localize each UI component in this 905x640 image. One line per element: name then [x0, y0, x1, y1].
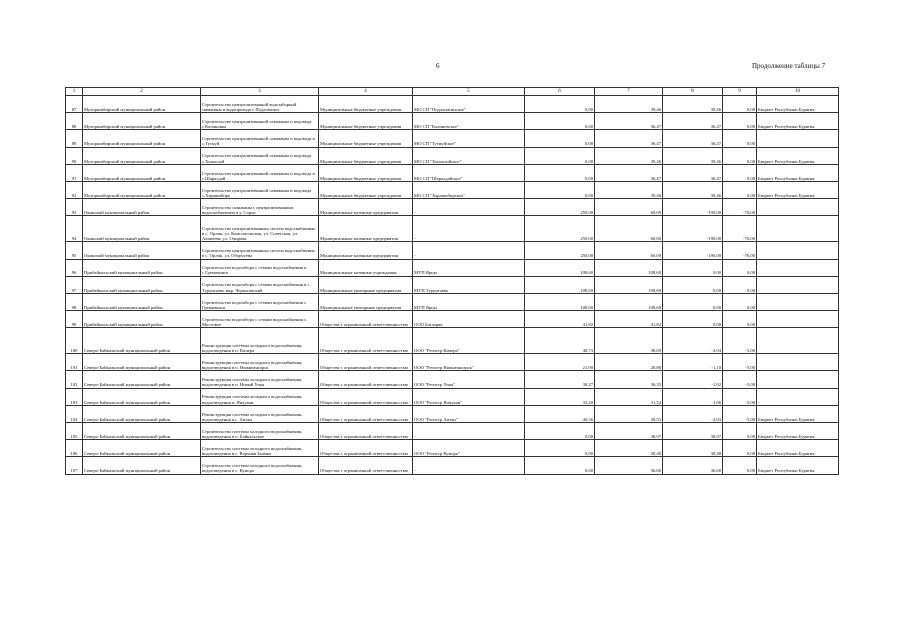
value-cell: 36,47 — [663, 113, 723, 130]
value-cell: 36,47 — [663, 164, 723, 181]
source-cell: Бюджет Республики Бурятия — [757, 457, 839, 474]
value-cell: -2,04 — [663, 328, 723, 354]
value-cell: 39,46 — [595, 181, 663, 198]
object-cell: Реконструкция системы холодного водоснабжения, водоотведения в с. Аитан — [201, 405, 319, 422]
column-header: 10 — [757, 88, 839, 96]
value-cell: 39,46 — [663, 96, 723, 113]
source-cell — [757, 293, 839, 310]
org-type-cell: Общества с ограниченной ответственностью — [319, 423, 413, 440]
object-cell: Строительство централизованной скважины и водовода с.Хонхолой — [201, 147, 319, 164]
column-header: 8 — [663, 88, 723, 96]
row-number: 99 — [66, 311, 83, 328]
district-cell: Северо-Байкальский муниципальный район — [83, 440, 201, 457]
row-number: 107 — [66, 457, 83, 474]
table-row — [66, 457, 839, 474]
value-cell: 20,80 — [595, 354, 663, 371]
source-cell — [757, 199, 839, 216]
value-cell: 60,00 — [595, 199, 663, 216]
page-number: 6 — [436, 62, 440, 70]
operator-cell: - — [413, 242, 525, 259]
column-header: 7 — [595, 88, 663, 96]
value-cell: -1,92 — [663, 371, 723, 388]
table-row — [66, 216, 839, 242]
value-cell: 0,00 — [525, 181, 595, 198]
district-cell: Мухоршибирский муниципальный район — [83, 181, 201, 198]
org-type-cell: Общества с ограниченной ответственностью — [319, 371, 413, 388]
source-cell — [757, 130, 839, 147]
district-cell: Мухоршибирский муниципальный район — [83, 164, 201, 181]
row-number: 98 — [66, 293, 83, 310]
value-cell: 0,00 — [723, 457, 757, 474]
row-number: 97 — [66, 276, 83, 293]
value-cell: 41,82 — [525, 311, 595, 328]
source-cell: Бюджет Республики Бурятия — [757, 113, 839, 130]
object-cell: Реконструкция системы холодного водоснабжения, водоотведения п. Янчукан — [201, 388, 319, 405]
operator-cell: МО СП "Харашибирское" — [413, 181, 525, 198]
table-row — [66, 293, 839, 310]
row-number: 93 — [66, 199, 83, 216]
value-cell: 36,47 — [663, 130, 723, 147]
object-cell: Строительство централизованных систем водоснабжения в с. Орлик, ул. Оборчуева — [201, 242, 319, 259]
value-cell: 36,60 — [663, 457, 723, 474]
object-cell: Строительство централизованной скважины и водовода с.Калиновка — [201, 113, 319, 130]
source-cell: Бюджет Республики Бурятия — [757, 405, 839, 422]
source-cell — [757, 328, 839, 354]
operator-cell: - — [413, 457, 525, 474]
value-cell: 0,00 — [525, 164, 595, 181]
column-header: 4 — [319, 88, 413, 96]
district-cell: Северо-Байкальский муниципальный район — [83, 354, 201, 371]
table-row — [66, 242, 839, 259]
object-cell: Строительство водозабора с сетями водоснабжения с. Гремячинск — [201, 293, 319, 310]
value-cell: 0,00 — [525, 457, 595, 474]
value-cell: 31,54 — [595, 388, 663, 405]
source-cell: Бюджет Республики Бурятия — [757, 96, 839, 113]
value-cell: -76,00 — [723, 242, 757, 259]
org-type-cell: Муниципальные бюджетные учреждения — [319, 181, 413, 198]
column-header: 1 — [66, 88, 83, 96]
operator-cell: ООО "Регистр Кичера" — [413, 328, 525, 354]
table-row — [66, 276, 839, 293]
row-number: 94 — [66, 216, 83, 242]
value-cell: 108,60 — [595, 259, 663, 276]
value-cell: 0,00 — [525, 113, 595, 130]
value-cell: 108,60 — [525, 276, 595, 293]
value-cell: -1,10 — [663, 354, 723, 371]
source-cell: Бюджет Республики Бурятия — [757, 181, 839, 198]
object-cell: Реконструкция системы холодного водоснабжения, водоотведения в п. Нижнеангарск — [201, 354, 319, 371]
value-cell: 250,00 — [525, 216, 595, 242]
district-cell: Окинский муниципальный район — [83, 199, 201, 216]
value-cell: 0,00 — [723, 423, 757, 440]
object-cell: Строительство системы холодного водоснабжения, водоотведения в с. Верхняя Заимка — [201, 440, 319, 457]
value-cell: 0,00 — [525, 147, 595, 164]
object-cell: Строительство скважины с централизованным водоснабжением в у. Сорок — [201, 199, 319, 216]
object-cell: Строительство водозабора с сетями водоснабжения в с. Турунтаево мкр. Черкасовский — [201, 276, 319, 293]
value-cell: -5,00 — [723, 354, 757, 371]
value-cell: 0,00 — [723, 181, 757, 198]
operator-cell: ООО "Регистр Нижнеангарск" — [413, 354, 525, 371]
table-row — [66, 199, 839, 216]
value-cell: 0,00 — [525, 130, 595, 147]
value-cell: -1,66 — [663, 388, 723, 405]
operator-cell: ООО "Регистр Уоян" — [413, 371, 525, 388]
row-number: 92 — [66, 181, 83, 198]
value-cell: 36,47 — [595, 164, 663, 181]
value-cell: 108,60 — [525, 293, 595, 310]
org-type-cell: Муниципальные казенные предприятия — [319, 199, 413, 216]
value-cell: -5,00 — [723, 328, 757, 354]
source-cell — [757, 276, 839, 293]
value-cell: 108,60 — [525, 259, 595, 276]
org-type-cell: Муниципальные казенные предприятия — [319, 242, 413, 259]
operator-cell: МО СП "Шаралдайское" — [413, 164, 525, 181]
value-cell: -5,00 — [723, 388, 757, 405]
value-cell: -190,00 — [663, 216, 723, 242]
org-type-cell: Общества с ограниченной ответственностью — [319, 311, 413, 328]
value-cell: 41,82 — [595, 311, 663, 328]
row-number: 105 — [66, 423, 83, 440]
source-cell: Бюджет Республики Бурятия — [757, 164, 839, 181]
value-cell: 60,00 — [595, 242, 663, 259]
operator-cell: МУП Ярцы — [413, 259, 525, 276]
value-cell: 38,97 — [663, 423, 723, 440]
district-cell: Окинский муниципальный район — [83, 216, 201, 242]
operator-cell: МО СП "Подлопатинское" — [413, 96, 525, 113]
district-cell: Северо-Байкальский муниципальный район — [83, 388, 201, 405]
value-cell: 0,00 — [525, 423, 595, 440]
column-header: 6 — [525, 88, 595, 96]
value-cell: -5,00 — [723, 405, 757, 422]
value-cell: 108,60 — [595, 276, 663, 293]
district-cell: Северо-Байкальский муниципальный район — [83, 405, 201, 422]
operator-cell: - — [413, 199, 525, 216]
continuation-label: Продолжение таблицы 7 — [752, 62, 826, 70]
object-cell: Строительство централизованной скважины и водовода с.Харашибирь — [201, 181, 319, 198]
district-cell: Северо-Байкальский муниципальный район — [83, 423, 201, 440]
object-cell: Строительство системы холодного водоснабжения, водоотведения в с. Кумора — [201, 457, 319, 474]
value-cell: 108,60 — [595, 293, 663, 310]
value-cell: 36,60 — [595, 457, 663, 474]
value-cell: 0,00 — [663, 293, 723, 310]
table-row — [66, 328, 839, 354]
value-cell: 33,20 — [525, 388, 595, 405]
row-number: 90 — [66, 147, 83, 164]
row-number: 101 — [66, 354, 83, 371]
source-cell — [757, 242, 839, 259]
table-row — [66, 147, 839, 164]
org-type-cell: Общества с ограниченной ответственностью — [319, 457, 413, 474]
value-cell: -190,00 — [663, 199, 723, 216]
source-cell — [757, 354, 839, 371]
value-cell: 250,00 — [525, 242, 595, 259]
org-type-cell: Общества с ограниченной ответственностью — [319, 354, 413, 371]
value-cell: 21,90 — [525, 354, 595, 371]
column-header: 5 — [413, 88, 525, 96]
value-cell: 0,00 — [723, 164, 757, 181]
row-number: 87 — [66, 96, 83, 113]
org-type-cell: Муниципальные бюджетные учреждения — [319, 164, 413, 181]
table-row — [66, 113, 839, 130]
object-cell: Строительство централизованной скважины и водовода в с.Тугнуй — [201, 130, 319, 147]
row-number: 96 — [66, 259, 83, 276]
value-cell: 0,00 — [723, 311, 757, 328]
value-cell: -76,00 — [723, 216, 757, 242]
org-type-cell: Муниципальные унитарные предприятия — [319, 276, 413, 293]
value-cell: -2,03 — [663, 405, 723, 422]
value-cell: 60,00 — [595, 216, 663, 242]
operator-cell: МО СП "Хонхолойское" — [413, 147, 525, 164]
value-cell: 0,00 — [723, 113, 757, 130]
value-cell: 0,00 — [663, 276, 723, 293]
value-cell: 0,00 — [723, 276, 757, 293]
value-cell: 38,69 — [595, 328, 663, 354]
operator-cell: МУП Ярцы — [413, 293, 525, 310]
table-row — [66, 371, 839, 388]
value-cell: -76,00 — [723, 199, 757, 216]
org-type-cell: Муниципальные бюджетные учреждения — [319, 96, 413, 113]
operator-cell: ООО "Регистр Кумора" — [413, 440, 525, 457]
org-type-cell: Муниципальные бюджетные учреждения — [319, 147, 413, 164]
object-cell: Строительство системы холодного водоснабжения, водоотведения в п. Байкальское — [201, 423, 319, 440]
org-type-cell: Муниципальные казенные учреждения — [319, 259, 413, 276]
district-cell: Прибайкальский муниципальный район — [83, 293, 201, 310]
district-cell: Окинский муниципальный район — [83, 242, 201, 259]
operator-cell: ООО Батзарик — [413, 311, 525, 328]
district-cell: Мухоршибирский муниципальный район — [83, 113, 201, 130]
org-type-cell: Муниципальные бюджетные учреждения — [319, 130, 413, 147]
operator-cell: МУП Турунтаево — [413, 276, 525, 293]
header-row — [66, 88, 839, 96]
district-cell: Прибайкальский муниципальный район — [83, 311, 201, 328]
value-cell: 39,46 — [663, 147, 723, 164]
row-number: 102 — [66, 371, 83, 388]
value-cell: 0,00 — [723, 259, 757, 276]
district-cell: Мухоршибирский муниципальный район — [83, 96, 201, 113]
data-table — [65, 87, 839, 475]
value-cell: 0,00 — [525, 440, 595, 457]
value-cell: 38,53 — [595, 405, 663, 422]
value-cell: 36,47 — [595, 113, 663, 130]
district-cell: Мухоршибирский муниципальный район — [83, 147, 201, 164]
value-cell: -5,00 — [723, 371, 757, 388]
value-cell: 38,97 — [595, 423, 663, 440]
object-cell: Реконструкция системы холодного водоснабжения, водоотведения в п. Кичера — [201, 328, 319, 354]
table-row — [66, 259, 839, 276]
source-cell — [757, 371, 839, 388]
column-header: 2 — [83, 88, 201, 96]
row-number: 103 — [66, 388, 83, 405]
district-cell: Прибайкальский муниципальный район — [83, 259, 201, 276]
value-cell: 36,47 — [595, 130, 663, 147]
row-number: 88 — [66, 113, 83, 130]
table-row — [66, 311, 839, 328]
district-cell: Прибайкальский муниципальный район — [83, 276, 201, 293]
object-cell: Строительство централизованных систем водоснабжения в с. Орлик, ул. Комсомольская, ул. Советская, ул. Аюшеева, ул. Очирова. — [201, 216, 319, 242]
column-header: 3 — [201, 88, 319, 96]
value-cell: 40,73 — [525, 328, 595, 354]
value-cell: 39,46 — [663, 181, 723, 198]
value-cell: 0,00 — [723, 147, 757, 164]
column-header: 9 — [723, 88, 757, 96]
operator-cell: МО СП "Калиновское" — [413, 113, 525, 130]
object-cell: Строительство водозабора с сетями водоснабжения с. Мостовое — [201, 311, 319, 328]
value-cell: 36,35 — [595, 371, 663, 388]
source-cell — [757, 216, 839, 242]
org-type-cell: Общества с ограниченной ответственностью — [319, 388, 413, 405]
row-number: 104 — [66, 405, 83, 422]
table-row — [66, 423, 839, 440]
object-cell: Строительство централизованной водозаборной скважины и водопровода с.Подлопатки — [201, 96, 319, 113]
value-cell: 0,00 — [723, 96, 757, 113]
table-row — [66, 181, 839, 198]
value-cell: 38,27 — [525, 371, 595, 388]
value-cell: 0,00 — [723, 440, 757, 457]
district-cell: Северо-Байкальский муниципальный район — [83, 457, 201, 474]
table-row — [66, 405, 839, 422]
row-number: 91 — [66, 164, 83, 181]
row-number: 100 — [66, 328, 83, 354]
value-cell: 250,00 — [525, 199, 595, 216]
object-cell: Строительство водозабора с сетями водоснабжения в с.Гремячинск — [201, 259, 319, 276]
source-cell: Бюджет Республики Бурятия — [757, 147, 839, 164]
org-type-cell: Муниципальные бюджетные учреждения — [319, 113, 413, 130]
row-number: 95 — [66, 242, 83, 259]
source-cell — [757, 259, 839, 276]
object-cell: Реконструкция системы холодного водоснабжения, водоотведения в п. Новый Уоян — [201, 371, 319, 388]
org-type-cell: Муниципальные унитарные предприятия — [319, 293, 413, 310]
row-number: 106 — [66, 440, 83, 457]
value-cell: 38,48 — [595, 440, 663, 457]
source-cell: - — [757, 388, 839, 405]
org-type-cell: Общества с ограниченной ответственностью — [319, 405, 413, 422]
table-row — [66, 388, 839, 405]
table-row — [66, 130, 839, 147]
value-cell: 38,48 — [663, 440, 723, 457]
source-cell — [757, 311, 839, 328]
table-row — [66, 164, 839, 181]
org-type-cell: Муниципальные казенные предприятия — [319, 216, 413, 242]
operator-cell: МО СП "Тугнуйское" — [413, 130, 525, 147]
value-cell: 0,00 — [723, 130, 757, 147]
value-cell: 0,00 — [663, 311, 723, 328]
value-cell: 39,46 — [595, 147, 663, 164]
value-cell: 0,00 — [525, 96, 595, 113]
row-number: 89 — [66, 130, 83, 147]
value-cell: 39,46 — [595, 96, 663, 113]
table-row — [66, 440, 839, 457]
object-cell: Строительство централизованной скважины и водовода в с.Шаралдай — [201, 164, 319, 181]
district-cell: Мухоршибирский муниципальный район — [83, 130, 201, 147]
value-cell: 40,56 — [525, 405, 595, 422]
value-cell: 0,00 — [723, 293, 757, 310]
table-row — [66, 354, 839, 371]
source-cell: Бюджет Республики Бурятия — [757, 423, 839, 440]
operator-cell: ООО "Регистр Аитан" — [413, 405, 525, 422]
source-cell: Бюджет Республики Бурятия — [757, 440, 839, 457]
operator-cell: - — [413, 423, 525, 440]
operator-cell: ООО "Регистр Янчукан" — [413, 388, 525, 405]
district-cell: Северо-Байкальский муниципальный район — [83, 328, 201, 354]
operator-cell: - — [413, 216, 525, 242]
table-row — [66, 96, 839, 113]
org-type-cell: Общества с ограниченной ответственностью — [319, 328, 413, 354]
value-cell: 0,00 — [663, 259, 723, 276]
value-cell: -190,00 — [663, 242, 723, 259]
org-type-cell: Общества с ограниченной ответственностью — [319, 440, 413, 457]
district-cell: Северо-Байкальский муниципальный район — [83, 371, 201, 388]
